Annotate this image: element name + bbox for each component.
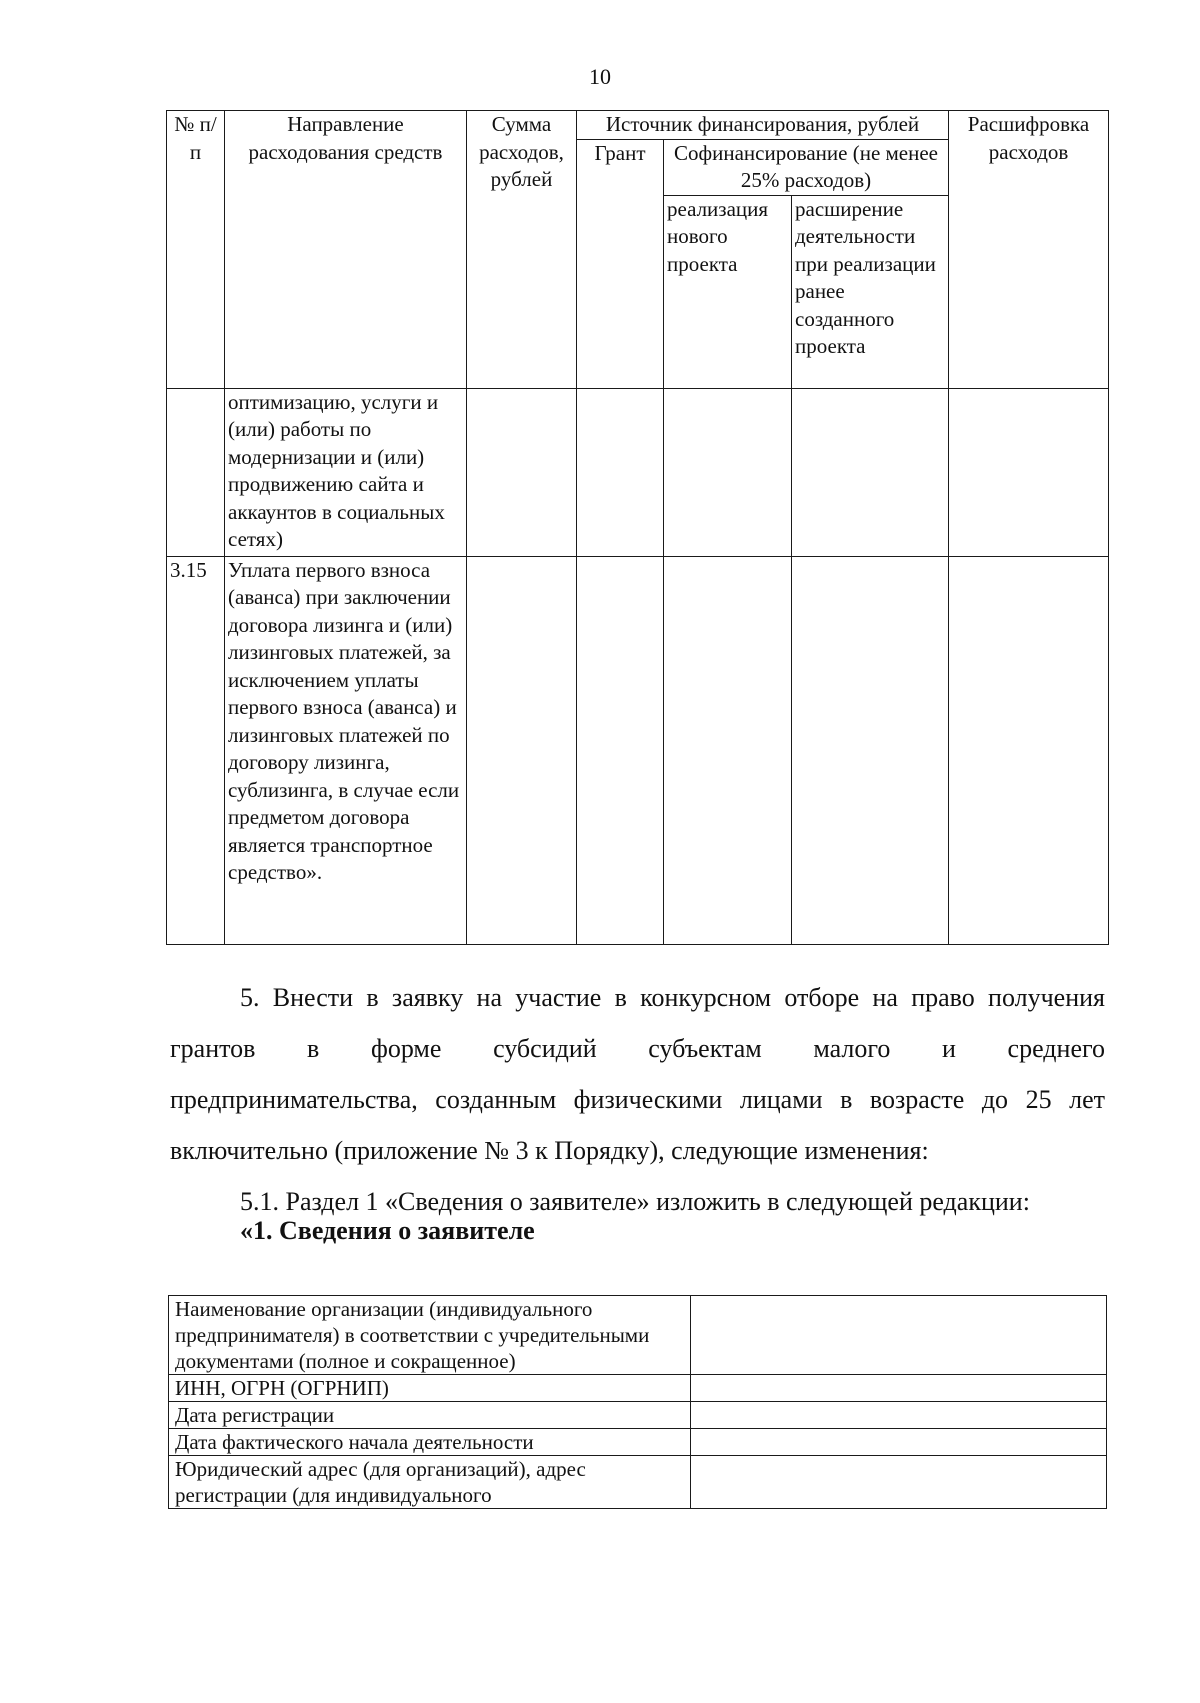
row-value: [691, 1402, 1107, 1429]
row-value: [691, 1375, 1107, 1402]
row-new-project-cell: [664, 388, 792, 556]
page-number: 10: [589, 64, 611, 89]
header-breakdown: Расшифровка расходов: [949, 111, 1109, 389]
header-number: № п/п: [167, 111, 225, 389]
row-expansion-cell: [792, 556, 949, 944]
row-value: [691, 1456, 1107, 1509]
paragraph-5-line: предпринимательства, созданным физическими лицами в возрасте до 25 лет: [170, 1085, 1105, 1114]
table-row: [167, 556, 1109, 944]
row-expansion-cell: [792, 388, 949, 556]
applicant-info-table: [168, 1295, 1107, 1509]
row-value: [691, 1429, 1107, 1456]
header-amount: Сумма расходов, рублей: [467, 111, 577, 389]
row-amount-cell: [467, 388, 577, 556]
row-grant-cell: [577, 556, 664, 944]
row-label: Наименование организации (индивидуального предпринимателя) в соответствии с учредительными документами (полное и сокращенное): [169, 1296, 691, 1375]
row-value: [691, 1296, 1107, 1375]
header-funding-source: Источник финансирования, рублей: [577, 111, 949, 140]
paragraph-5: [170, 972, 1105, 1176]
table-header-row: [167, 111, 1109, 140]
row-number: 3.15: [167, 556, 225, 944]
row-label: Дата регистрации: [169, 1402, 691, 1429]
row-label: ИНН, ОГРН (ОГРНИП): [169, 1375, 691, 1402]
row-breakdown-cell: [949, 388, 1109, 556]
paragraph-5-line: 5. Внести в заявку на участие в конкурсном отборе на право получения: [240, 983, 1105, 1012]
header-grant: Грант: [577, 139, 664, 388]
table-row: [169, 1402, 1107, 1429]
paragraph-5-line: грантов в форме субсидий субъектам малого и среднего: [170, 1034, 1105, 1063]
table-row: [169, 1296, 1107, 1375]
row-direction: оптимизацию, услуги и (или) работы по модернизации и (или) продвижению сайта и аккаунтов в социальных сетях): [225, 388, 467, 556]
row-new-project-cell: [664, 556, 792, 944]
section-heading: «1. Сведения о заявителе: [240, 1216, 535, 1245]
row-number: [167, 388, 225, 556]
row-breakdown-cell: [949, 556, 1109, 944]
paragraph-5-line: включительно (приложение № 3 к Порядку), следующие изменения:: [170, 1136, 929, 1165]
header-new-project: реализация нового проекта: [664, 195, 792, 388]
table-row: [169, 1429, 1107, 1456]
header-direction: Направление расходования средств: [225, 111, 467, 389]
table-row: [167, 388, 1109, 556]
row-direction: Уплата первого взноса (аванса) при заключении договора лизинга и (или) лизинговых платежей, за исключением уплаты первого взноса (аванса) и лизинговых платежей по договору лизинга, сублизинга, в случае если предметом договора является транспортное средство».: [225, 556, 467, 944]
header-cofinancing: Софинансирование (не менее 25% расходов): [664, 139, 949, 195]
row-grant-cell: [577, 388, 664, 556]
table-row: [169, 1375, 1107, 1402]
paragraph-5-1-text: 5.1. Раздел 1 «Сведения о заявителе» изложить в следующей редакции:: [240, 1187, 1030, 1216]
table-row: [169, 1456, 1107, 1509]
expense-table: [166, 110, 1109, 945]
row-amount-cell: [467, 556, 577, 944]
header-expansion: расширение деятельности при реализации ранее созданного проекта: [792, 195, 949, 388]
row-label: Юридический адрес (для организаций), адрес регистрации (для индивидуального: [169, 1456, 691, 1509]
row-label: Дата фактического начала деятельности: [169, 1429, 691, 1456]
